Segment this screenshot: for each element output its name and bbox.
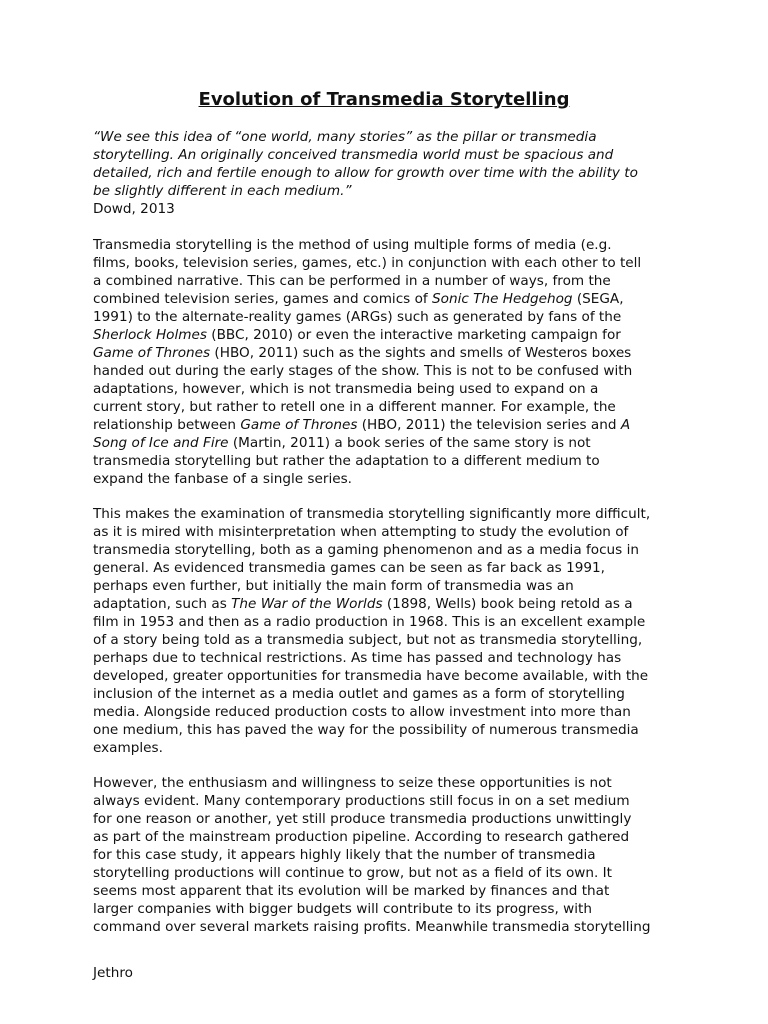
text-line [93,631,693,649]
italic-title-run: Sonic The Hedgehog [432,291,573,307]
text-run: films, books, television series, games, etc.) in conjunction with each other to tell [93,255,642,271]
text-line [93,828,693,846]
text-run: a combined narrative. This can be performed in a number of ways, from the [93,273,611,289]
text-line [93,918,693,936]
text-line [93,236,693,254]
text-line [93,882,693,900]
text-line [93,416,693,434]
text-line [93,685,693,703]
text-line [93,380,693,398]
text-line [93,541,693,559]
text-line [93,739,693,757]
text-line [93,272,693,290]
text-line [93,703,693,721]
quote-attribution: Dowd, 2013 [93,201,175,217]
text-line [93,721,693,739]
text-line [93,667,693,685]
text-run: perhaps due to technical restrictions. As time has passed and technology has [93,650,622,666]
text-line [93,774,693,792]
text-line [93,398,693,416]
author-footer: Jethro [93,965,133,981]
paragraph-2 [93,505,693,757]
text-run: (SEGA, [572,291,624,307]
quote-line: be slightly different in each medium.” [93,183,352,199]
text-run: combined television series, games and comics of [93,291,433,307]
text-line [93,864,693,882]
text-run: seems most apparent that its evolution will be marked by finances and that [93,883,610,899]
text-line [93,810,693,828]
text-line [93,254,693,272]
text-run: relationship between [93,417,241,433]
text-run: transmedia storytelling, both as a gaming phenomenon and as a media focus in [93,542,639,558]
text-line [93,290,693,308]
text-run: (HBO, 2011) such as the sights and smells of Westeros boxes [210,345,632,361]
text-run: for one reason or another, yet still produce transmedia productions unwittingly [93,811,632,827]
text-run: inclusion of the internet as a media outlet and games as a form of storytelling [93,686,625,702]
text-run: adaptation, such as [93,596,232,612]
text-line [93,613,693,631]
italic-title-run: Song of Ice and Fire [93,435,229,451]
text-run: general. As evidenced transmedia games can be seen as far back as 1991, [93,560,606,576]
quote-text [93,128,693,200]
text-run: (1898, Wells) book being retold as a [382,596,633,612]
text-run: storytelling productions will continue to grow, but not as a field of its own. It [93,865,612,881]
text-line [93,434,693,452]
italic-title-run: Sherlock Holmes [93,327,207,343]
paragraph-1 [93,236,693,488]
text-run: as it is mired with misinterpretation when attempting to study the evolution of [93,524,629,540]
text-run: command over several markets raising profits. Meanwhile transmedia storytelling [93,919,651,935]
document-title: Evolution of Transmedia Storytelling [198,89,570,110]
text-line [93,559,693,577]
quote-line: detailed, rich and fertile enough to allow for growth over time with the ability to [93,165,638,181]
text-run: perhaps even further, but initially the main form of transmedia was an [93,578,574,594]
text-run: as part of the mainstream production pipeline. According to research gathered [93,829,630,845]
text-run: examples. [93,740,163,756]
text-line [93,344,693,362]
text-run: transmedia storytelling but rather the adaptation to a different medium to [93,453,600,469]
text-run: Transmedia storytelling is the method of using multiple forms of media (e.g. [93,237,612,253]
text-run: current story, but rather to retell one in a different manner. For example, the [93,399,616,415]
text-run: always evident. Many contemporary productions still focus in on a set medium [93,793,630,809]
text-line [93,649,693,667]
text-run: expand the fanbase of a single series. [93,471,352,487]
epigraph [93,128,693,218]
text-run: This makes the examination of transmedia storytelling significantly more difficult, [93,506,651,522]
text-run: (Martin, 2011) a book series of the same story is not [228,435,591,451]
text-line [93,308,693,326]
text-run: for this case study, it appears highly likely that the number of transmedia [93,847,596,863]
text-line [93,326,693,344]
text-run: larger companies with bigger budgets will contribute to its progress, with [93,901,592,917]
italic-title-run: The War of the Worlds [231,596,383,612]
text-line [93,577,693,595]
text-line [93,505,693,523]
text-line [93,595,693,613]
text-run: of a story being told as a transmedia subject, but not as transmedia storytelling, [93,632,643,648]
text-run: developed, greater opportunities for transmedia have become available, with the [93,668,649,684]
text-run: 1991) to the alternate-reality games (ARGs) such as generated by fans of the [93,309,622,325]
text-line [93,900,693,918]
quote-line: storytelling. An originally conceived transmedia world must be spacious and [93,147,614,163]
text-line [93,362,693,380]
italic-title-run: A [620,417,631,433]
text-run: film in 1953 and then as a radio production in 1968. This is an excellent example [93,614,646,630]
paragraph-3 [93,774,693,936]
text-run: one medium, this has paved the way for the possibility of numerous transmedia [93,722,639,738]
text-line [93,523,693,541]
text-run: (BBC, 2010) or even the interactive marketing campaign for [206,327,621,343]
text-line [93,846,693,864]
italic-title-run: Game of Thrones [240,417,358,433]
text-run: However, the enthusiasm and willingness to seize these opportunities is not [93,775,612,791]
text-run: adaptations, however, which is not transmedia being used to expand on a [93,381,599,397]
text-line [93,470,693,488]
text-run: handed out during the early stages of the show. This is not to be confused with [93,363,633,379]
italic-title-run: Game of Thrones [93,345,211,361]
text-line [93,452,693,470]
quote-line: “We see this idea of “one world, many stories” as the pillar or transmedia [93,129,597,145]
text-line [93,792,693,810]
text-run: (HBO, 2011) the television series and [357,417,621,433]
text-run: media. Alongside reduced production costs to allow investment into more than [93,704,631,720]
